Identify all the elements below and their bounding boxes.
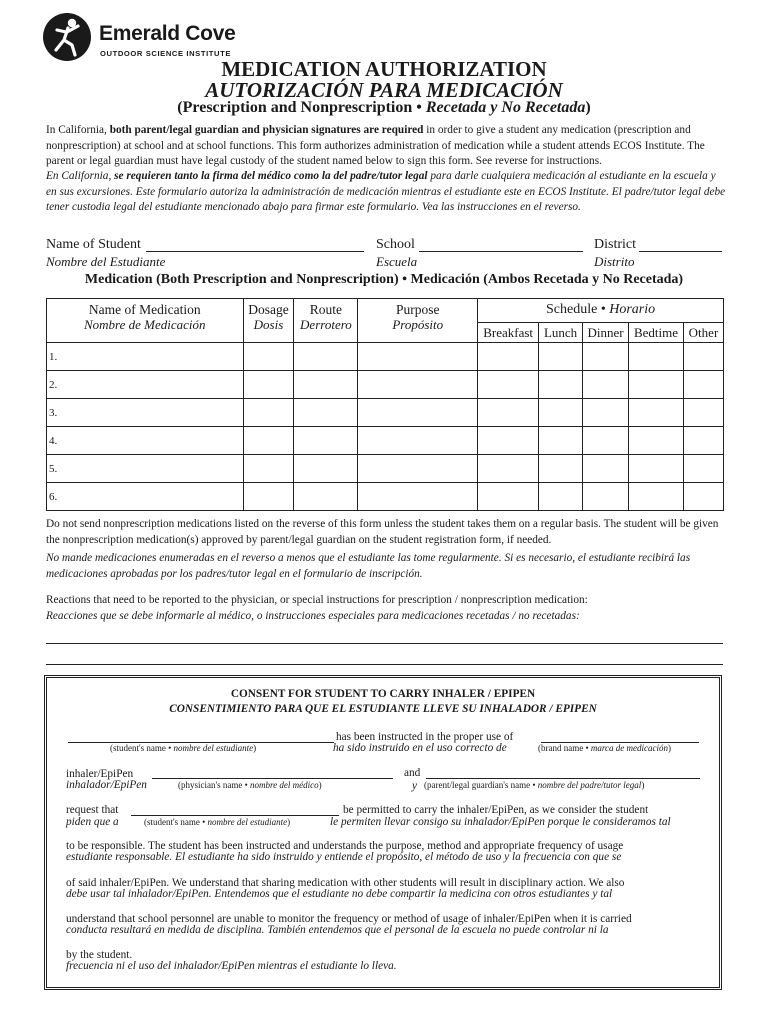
consent-parent-field[interactable]: [426, 778, 700, 779]
title-en: MEDICATION AUTHORIZATION: [221, 57, 547, 81]
consent-l5-en: of said inhaler/EpiPen. We understand that sharing medication with other students will result in disciplinary action. We also: [66, 877, 625, 889]
col-route: Route Derrotero: [294, 299, 358, 343]
nonprescription-note-es: No mande medicaciones enumeradas en el reverso a menos que el estudiante las tome regularmente. Si es necesario, el estudiante recibirá las medicaciones aprobadas por los padres/tutor legal en el formulario de inscripción.: [46, 552, 691, 580]
row-number[interactable]: 5.: [47, 455, 244, 483]
district-field[interactable]: [639, 251, 722, 252]
school-label: School: [376, 237, 415, 252]
reactions-label-es: Reacciones que se debe informarle al médico, o instrucciones especiales para medicaciones recetadas / no recetadas:: [46, 610, 580, 622]
consent-physician-field[interactable]: [152, 778, 393, 779]
consent-hint-physician: (physician's name • nombre del médico): [178, 780, 322, 790]
consent-l2-es: inhalador/EpiPen: [66, 779, 147, 791]
runner-logo-icon: [42, 12, 92, 62]
medication-table: [46, 298, 724, 511]
student-label: Name of Student: [46, 237, 141, 252]
consent-l3-es-b: le permiten llevar consigo su inhalador/EpiPen porque le consideramos tal: [330, 816, 671, 828]
reactions-label-en: Reactions that need to be reported to the physician, or special instructions for prescription / nonprescription medication:: [46, 594, 588, 606]
consent-l1-en: has been instructed in the proper use of: [336, 731, 514, 743]
logo-subtitle: OUTDOOR SCIENCE INSTITUTE: [100, 49, 232, 58]
col-dinner: Dinner: [583, 323, 629, 343]
title-subtitle: (Prescription and Nonprescription • Recetada y No Recetada): [177, 99, 591, 116]
row-number[interactable]: 3.: [47, 399, 244, 427]
consent-hint-parent: (parent/legal guardian's name • nombre del padre/tutor legal): [424, 780, 645, 790]
consent-l7-es: frecuencia ni el uso del inhalador/EpiPen mientras el estudiante lo lleva.: [66, 960, 397, 972]
row-number[interactable]: 6.: [47, 483, 244, 511]
school-field[interactable]: [419, 251, 583, 252]
col-lunch: Lunch: [539, 323, 583, 343]
table-row: [47, 427, 724, 455]
title-es: AUTORIZACIÓN PARA MEDICACIÓN: [205, 78, 563, 102]
nonprescription-note-en: Do not send nonprescription medications listed on the reverse of this form unless the student takes them on a regular basis. The student will be given the nonprescription medication(s) approved by parent/legal guardian on the student registration form, if needed.: [46, 518, 719, 546]
col-breakfast: Breakfast: [478, 323, 539, 343]
student-field[interactable]: [146, 251, 364, 252]
row-number[interactable]: 1.: [47, 343, 244, 371]
consent-l6-es: conducta resultará en medida de disciplina. También entendemos que el personal de la escuela no puede controlar ni la: [66, 924, 609, 936]
student-label-es: Nombre del Estudiante: [46, 254, 166, 269]
consent-l6-en: understand that school personnel are unable to monitor the frequency or method of usage of inhaler/EpiPen when it is carried: [66, 913, 632, 925]
consent-l4-es: estudiante responsable. El estudiante ha sido instruido y entiende el propósito, el método de uso y la frecuencia con que se: [66, 851, 622, 863]
consent-l1-es: ha sido instruido en el uso correcto de: [333, 742, 507, 754]
consent-l4-en: to be responsible. The student has been instructed and understands the purpose, method and appropriate frequency of usage: [66, 840, 624, 852]
consent-l7-en: by the student.: [66, 949, 133, 961]
district-label-es: Distrito: [594, 254, 635, 269]
consent-l2-en: inhaler/EpiPen: [66, 768, 134, 780]
consent-hint-student-2: (student's name • nombre del estudiante): [144, 817, 291, 827]
row-number[interactable]: 2.: [47, 371, 244, 399]
consent-y: y: [412, 780, 418, 792]
consent-l3-en-a: request that: [66, 804, 119, 816]
table-row: [47, 455, 724, 483]
consent-hint-brand: (brand name • marca de medicación): [538, 743, 672, 753]
col-bedtime: Bedtime: [629, 323, 684, 343]
col-other: Other: [683, 323, 723, 343]
consent-and: and: [404, 767, 421, 779]
consent-title-es: CONSENTIMIENTO PARA QUE EL ESTUDIANTE LLEVE SU INHALADOR / EPIPEN: [169, 703, 597, 715]
table-row: [47, 371, 724, 399]
table-row: [47, 343, 724, 371]
intro-en: In California, both parent/legal guardian and physician signatures are required in order to give a student any medication (prescription and nonprescription) at school and at school functions. This form authorizes administration of medication while a student attends ECOS Institute. The parent or legal guardian must have legal custody of the student named below to sign this form. See reverse for instructions.: [46, 124, 705, 167]
consent-box: [44, 675, 722, 990]
col-schedule: Schedule • Horario: [478, 299, 724, 323]
consent-l3-en-b: be permitted to carry the inhaler/EpiPen, as we consider the student: [343, 804, 649, 816]
reactions-line-2[interactable]: [46, 664, 723, 665]
logo-name: Emerald Cove: [99, 22, 236, 45]
consent-student-name-field-2[interactable]: [131, 815, 339, 816]
consent-title-en: CONSENT FOR STUDENT TO CARRY INHALER / EPIPEN: [230, 688, 536, 700]
intro-es: En California, se requieren tanto la firma del médico como la del padre/tutor legal para darle cualquiera medicación al estudiante en la escuela y en sus excursiones. Este formulario autoriza la administración de medicación mientras el estudiante este en ECOS Institute. El padre/tutor legal debe tener custodia legal del estudiante mencionado abajo para firmar este formulario. Vea las instrucciones en el reverso.: [46, 170, 726, 213]
table-row: [47, 399, 724, 427]
row-number[interactable]: 4.: [47, 427, 244, 455]
reactions-line-1[interactable]: [46, 643, 723, 644]
table-row: [47, 483, 724, 511]
col-dosage: Dosage Dosis: [243, 299, 294, 343]
col-name: Name of Medication Nombre de Medicación: [47, 299, 244, 343]
col-purpose: Purpose Propósito: [358, 299, 478, 343]
school-label-es: Escuela: [376, 254, 418, 269]
consent-l5-es: debe usar tal inhalador/EpiPen. Entendemos que el estudiante no debe compartir la medicina con otros estudiantes y tal: [66, 888, 613, 900]
medication-heading: Medication (Both Prescription and Nonprescription) • Medicación (Ambos Recetada y No Recetada): [84, 272, 684, 287]
district-label: District: [594, 237, 636, 252]
consent-l3-es-a: piden que a: [66, 816, 119, 828]
consent-hint-student: (student's name • nombre del estudiante): [110, 743, 257, 753]
